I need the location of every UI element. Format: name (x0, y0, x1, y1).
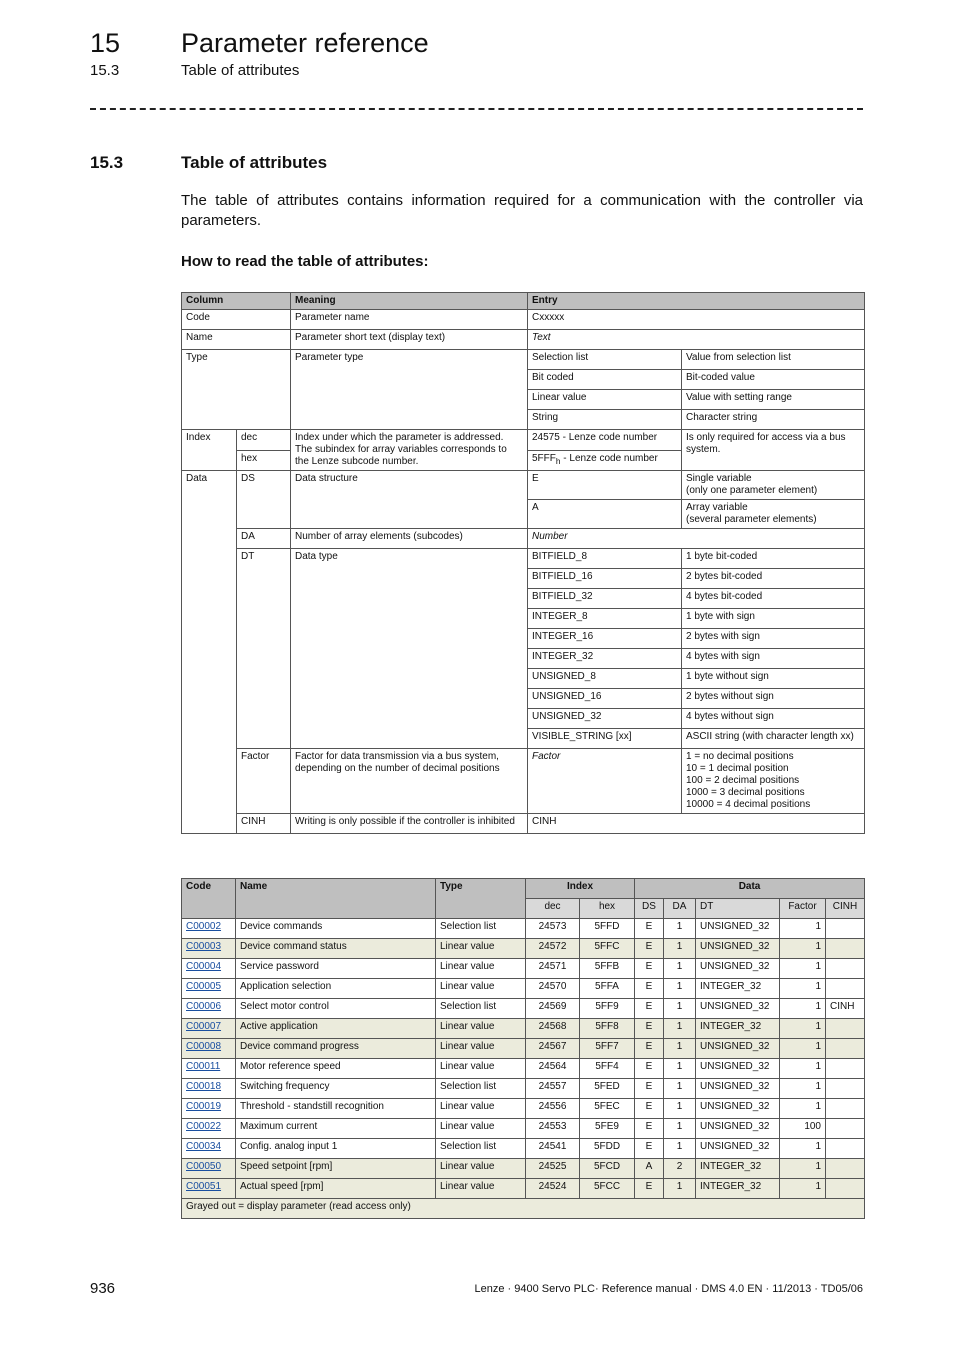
cell-dt: UNSIGNED_32 (696, 919, 780, 939)
cell-dec: 24556 (526, 1099, 580, 1119)
cell-ds: E (635, 1019, 664, 1039)
cell-ds: E (635, 1139, 664, 1159)
legend-cell: 2 bytes without sign (682, 689, 865, 709)
attr-header-data: Data (635, 879, 865, 899)
cell-hex: 5FF4 (580, 1059, 635, 1079)
legend-cell (682, 749, 865, 814)
attr-header-factor: Factor (780, 899, 826, 919)
footer-text: Lenze · 9400 Servo PLC· Reference manual · DMS 4.0 EN · 11/2013 · TD05/06 (474, 1283, 863, 1295)
cell-type: Linear value (436, 979, 526, 999)
legend-row-cinh (182, 814, 865, 834)
cell-name: Device command progress (236, 1039, 436, 1059)
code-link[interactable]: C00002 (186, 921, 222, 932)
legend-meaning-header: Meaning (291, 293, 528, 310)
cell-factor: 1 (780, 1079, 826, 1099)
cell-name: Application selection (236, 979, 436, 999)
legend-cell: UNSIGNED_16 (528, 689, 682, 709)
cell-hex: 5FFB (580, 959, 635, 979)
legend-row-index (182, 430, 865, 451)
cell-code (182, 919, 236, 939)
cell-ds: E (635, 1039, 664, 1059)
cell-code (182, 959, 236, 979)
attr-footnote-row (182, 1199, 865, 1219)
cell-hex: 5FFC (580, 939, 635, 959)
attr-header-row (182, 879, 865, 899)
cell-cinh (826, 1179, 865, 1199)
cell-factor: 1 (780, 959, 826, 979)
legend-cell: INTEGER_32 (528, 649, 682, 669)
table-row (182, 939, 865, 959)
cell-dec: 24568 (526, 1019, 580, 1039)
cell-name: Active application (236, 1019, 436, 1039)
attr-header-code: Code (182, 879, 236, 919)
legend-row-type (182, 350, 865, 370)
table-row (182, 1179, 865, 1199)
attr-header-cinh: CINH (826, 899, 865, 919)
legend-cell (682, 471, 865, 500)
legend-cell: Code (182, 310, 291, 330)
cell-name: Actual speed [rpm] (236, 1179, 436, 1199)
section-number: 15.3 (90, 153, 124, 172)
cell-hex: 5FFA (580, 979, 635, 999)
legend-cell: BITFIELD_8 (528, 549, 682, 569)
legend-cell: Number of array elements (subcodes) (291, 529, 528, 549)
cell-cinh: CINH (826, 999, 865, 1019)
legend-cell: 1 byte bit-coded (682, 549, 865, 569)
attr-header-ds: DS (635, 899, 664, 919)
legend-cell: BITFIELD_16 (528, 569, 682, 589)
cell-hex: 5FFD (580, 919, 635, 939)
table-row (182, 919, 865, 939)
cell-ds: E (635, 919, 664, 939)
legend-cell: A (528, 500, 682, 529)
cell-name: Device commands (236, 919, 436, 939)
cell-da: 1 (664, 1139, 696, 1159)
cell-da: 1 (664, 959, 696, 979)
cell-factor: 1 (780, 1139, 826, 1159)
cell-ds: E (635, 1079, 664, 1099)
cell-type: Selection list (436, 1139, 526, 1159)
legend-cell: 4 bytes with sign (682, 649, 865, 669)
attr-body (182, 919, 865, 1199)
cell-ds: E (635, 1119, 664, 1139)
cell-factor: 1 (780, 1179, 826, 1199)
cell-type: Linear value (436, 1099, 526, 1119)
cell-cinh (826, 1059, 865, 1079)
attr-header-type: Type (436, 879, 526, 919)
hex-value: 5FFF (532, 452, 556, 464)
chapter-title: Parameter reference (181, 28, 429, 58)
legend-cell: 2 bytes bit-coded (682, 569, 865, 589)
cell-factor: 1 (780, 919, 826, 939)
legend-cell: DS (237, 471, 291, 529)
cell-factor: 1 (780, 999, 826, 1019)
cell-factor: 100 (780, 1119, 826, 1139)
cell-code (182, 939, 236, 959)
cell-da: 2 (664, 1159, 696, 1179)
legend-cell: Index (182, 430, 237, 471)
cell-factor: 1 (780, 1059, 826, 1079)
legend-cell: Type (182, 350, 291, 430)
howto-heading: How to read the table of attributes: (181, 253, 429, 270)
legend-cell: Data structure (291, 471, 528, 529)
cell-cinh (826, 1039, 865, 1059)
legend-row-da (182, 529, 865, 549)
legend-cell: DT (237, 549, 291, 749)
legend-cell: Parameter type (291, 350, 528, 430)
attr-header-name: Name (236, 879, 436, 919)
cell-type: Selection list (436, 999, 526, 1019)
cell-da: 1 (664, 939, 696, 959)
cell-code (182, 999, 236, 1019)
cell-cinh (826, 919, 865, 939)
code-link[interactable]: C00008 (186, 1041, 222, 1052)
legend-cell: Factor (528, 749, 682, 814)
legend-cell: INTEGER_16 (528, 629, 682, 649)
legend-cell: Data type (291, 549, 528, 749)
legend-cell: hex (237, 450, 291, 471)
legend-cell: 1 byte with sign (682, 609, 865, 629)
cell-code (182, 1039, 236, 1059)
cell-name: Select motor control (236, 999, 436, 1019)
cell-name: Maximum current (236, 1119, 436, 1139)
cell-dt: UNSIGNED_32 (696, 959, 780, 979)
legend-cell: 4 bytes without sign (682, 709, 865, 729)
legend-cell: 1 byte without sign (682, 669, 865, 689)
legend-cell: 2 bytes with sign (682, 629, 865, 649)
cell-dt: UNSIGNED_32 (696, 1139, 780, 1159)
legend-cell: Factor (237, 749, 291, 814)
cell-factor: 1 (780, 1099, 826, 1119)
legend-row-code (182, 310, 865, 330)
legend-cell: UNSIGNED_32 (528, 709, 682, 729)
cell-da: 1 (664, 1059, 696, 1079)
legend-table (181, 292, 865, 834)
cell-dt: UNSIGNED_32 (696, 1059, 780, 1079)
cell-dec: 24572 (526, 939, 580, 959)
code-link[interactable]: C00050 (186, 1161, 222, 1172)
attr-footnote: Grayed out = display parameter (read access only) (182, 1199, 865, 1219)
legend-cell: Value with setting range (682, 390, 865, 410)
legend-cell: Number (528, 529, 865, 549)
legend-cell: Index under which the parameter is addressed. The subindex for array variables corresponds to the Lenze subcode number. (291, 430, 528, 471)
cell-ds: E (635, 999, 664, 1019)
cell-dec: 24524 (526, 1179, 580, 1199)
cell-cinh (826, 1099, 865, 1119)
cell-name: Service password (236, 959, 436, 979)
code-link[interactable]: C00007 (186, 1021, 222, 1032)
cell-factor: 1 (780, 939, 826, 959)
legend-cell: Parameter name (291, 310, 528, 330)
legend-cell (528, 450, 682, 471)
cell-dt: UNSIGNED_32 (696, 1099, 780, 1119)
cell-ds: E (635, 1179, 664, 1199)
cell-cinh (826, 1139, 865, 1159)
cell-cinh (826, 1079, 865, 1099)
code-link[interactable]: C00005 (186, 981, 222, 992)
code-link[interactable]: C00051 (186, 1181, 222, 1192)
legend-cell: Cxxxxx (528, 310, 865, 330)
cell-code (182, 1099, 236, 1119)
cell-dec: 24541 (526, 1139, 580, 1159)
cell-dt: INTEGER_32 (696, 979, 780, 999)
attr-header-da: DA (664, 899, 696, 919)
section-title: Table of attributes (181, 153, 328, 172)
cell-dt: INTEGER_32 (696, 1179, 780, 1199)
page-number: 936 (90, 1280, 116, 1297)
table-row (182, 959, 865, 979)
code-link[interactable]: C00034 (186, 1141, 222, 1152)
cell-name: Speed setpoint [rpm] (236, 1159, 436, 1179)
cell-dt: UNSIGNED_32 (696, 1079, 780, 1099)
legend-cell: Name (182, 330, 291, 350)
legend-row-name (182, 330, 865, 350)
cell-code (182, 979, 236, 999)
code-link[interactable]: C00018 (186, 1081, 222, 1092)
legend-cell: DA (237, 529, 291, 549)
cell-code (182, 1119, 236, 1139)
table-row (182, 1019, 865, 1039)
section-number-header: 15.3 (90, 62, 120, 79)
cell-cinh (826, 939, 865, 959)
legend-cell: Bit-coded value (682, 370, 865, 390)
legend-cell: Character string (682, 410, 865, 430)
cell-type: Linear value (436, 939, 526, 959)
legend-cell: 4 bytes bit-coded (682, 589, 865, 609)
legend-row-dt (182, 549, 865, 569)
attr-header-dt: DT (696, 899, 780, 919)
code-link[interactable]: C00006 (186, 1001, 222, 1012)
cell-factor: 1 (780, 1039, 826, 1059)
cell-type: Linear value (436, 1039, 526, 1059)
cell-dec: 24570 (526, 979, 580, 999)
cell-hex: 5FEC (580, 1099, 635, 1119)
cell-cinh (826, 1119, 865, 1139)
legend-cell: Selection list (528, 350, 682, 370)
line: 100 = 2 decimal positions (686, 775, 800, 786)
cell-dt: UNSIGNED_32 (696, 999, 780, 1019)
cell-dec: 24553 (526, 1119, 580, 1139)
cell-ds: E (635, 1099, 664, 1119)
cell-cinh (826, 1019, 865, 1039)
cell-cinh (826, 1159, 865, 1179)
legend-cell: Text (528, 330, 865, 350)
cell-ds: A (635, 1159, 664, 1179)
attr-header-dec: dec (526, 899, 580, 919)
section-title-header: Table of attributes (181, 62, 300, 79)
cell-name: Motor reference speed (236, 1059, 436, 1079)
legend-cell: Is only required for access via a bus system. (682, 430, 865, 471)
cell-dec: 24557 (526, 1079, 580, 1099)
line: 1000 = 3 decimal positions (686, 787, 805, 798)
cell-name: Config. analog input 1 (236, 1139, 436, 1159)
legend-cell: 24575 - Lenze code number (528, 430, 682, 451)
code-link[interactable]: C00004 (186, 961, 222, 972)
cell-cinh (826, 959, 865, 979)
legend-cell: Parameter short text (display text) (291, 330, 528, 350)
cell-da: 1 (664, 919, 696, 939)
cell-ds: E (635, 979, 664, 999)
table-row (182, 1139, 865, 1159)
line: (only one parameter element) (686, 485, 818, 496)
legend-cell: UNSIGNED_8 (528, 669, 682, 689)
cell-dt: UNSIGNED_32 (696, 939, 780, 959)
line: Single variable (686, 473, 752, 484)
cell-type: Linear value (436, 1059, 526, 1079)
cell-da: 1 (664, 999, 696, 1019)
cell-hex: 5FCC (580, 1179, 635, 1199)
cell-dt: INTEGER_32 (696, 1019, 780, 1039)
cell-dec: 24564 (526, 1059, 580, 1079)
legend-row-ds (182, 471, 865, 500)
legend-header-row (182, 293, 865, 310)
cell-type: Linear value (436, 1179, 526, 1199)
legend-cell: ASCII string (with character length xx) (682, 729, 865, 749)
table-row (182, 1039, 865, 1059)
cell-code (182, 1159, 236, 1179)
cell-type: Linear value (436, 1019, 526, 1039)
table-row (182, 979, 865, 999)
cell-factor: 1 (780, 1019, 826, 1039)
cell-da: 1 (664, 979, 696, 999)
legend-cell: Factor for data transmission via a bus system, depending on the number of decimal positions (291, 749, 528, 814)
cell-dec: 24525 (526, 1159, 580, 1179)
cell-code (182, 1019, 236, 1039)
hex-suffix: - Lenze code number (560, 452, 658, 464)
legend-cell: VISIBLE_STRING [xx] (528, 729, 682, 749)
cell-name: Switching frequency (236, 1079, 436, 1099)
line: 1 = no decimal positions (686, 751, 794, 762)
cell-da: 1 (664, 1119, 696, 1139)
cell-code (182, 1139, 236, 1159)
chapter-number: 15 (90, 28, 121, 58)
table-row (182, 1059, 865, 1079)
legend-cell: INTEGER_8 (528, 609, 682, 629)
legend-cell: CINH (237, 814, 291, 834)
cell-da: 1 (664, 1019, 696, 1039)
cell-hex: 5FF9 (580, 999, 635, 1019)
legend-cell: Value from selection list (682, 350, 865, 370)
cell-hex: 5FED (580, 1079, 635, 1099)
cell-hex: 5FCD (580, 1159, 635, 1179)
attributes-table (181, 878, 865, 1219)
cell-dec: 24571 (526, 959, 580, 979)
cell-code (182, 1179, 236, 1199)
cell-code (182, 1059, 236, 1079)
cell-type: Selection list (436, 919, 526, 939)
cell-hex: 5FE9 (580, 1119, 635, 1139)
line: 10 = 1 decimal position (686, 763, 789, 774)
legend-cell: Writing is only possible if the controller is inhibited (291, 814, 528, 834)
cell-name: Device command status (236, 939, 436, 959)
table-row (182, 999, 865, 1019)
code-link[interactable]: C00011 (186, 1061, 221, 1072)
cell-hex: 5FF7 (580, 1039, 635, 1059)
line: 10000 = 4 decimal positions (686, 799, 811, 810)
cell-ds: E (635, 1059, 664, 1079)
cell-type: Linear value (436, 1119, 526, 1139)
legend-cell: Bit coded (528, 370, 682, 390)
table-row (182, 1159, 865, 1179)
legend-entry-header: Entry (528, 293, 865, 310)
legend-row-factor (182, 749, 865, 814)
code-link[interactable]: C00022 (186, 1121, 222, 1132)
cell-hex: 5FDD (580, 1139, 635, 1159)
cell-factor: 1 (780, 1159, 826, 1179)
cell-type: Selection list (436, 1079, 526, 1099)
legend-cell: dec (237, 430, 291, 451)
cell-hex: 5FF8 (580, 1019, 635, 1039)
code-link[interactable]: C00003 (186, 941, 222, 952)
table-row (182, 1119, 865, 1139)
cell-dt: INTEGER_32 (696, 1159, 780, 1179)
legend-cell: E (528, 471, 682, 500)
table-row (182, 1079, 865, 1099)
cell-factor: 1 (780, 979, 826, 999)
cell-dt: UNSIGNED_32 (696, 1039, 780, 1059)
hex-subscript: h (555, 455, 561, 466)
cell-da: 1 (664, 1079, 696, 1099)
legend-cell: CINH (528, 814, 865, 834)
cell-ds: E (635, 939, 664, 959)
code-link[interactable]: C00019 (186, 1101, 222, 1112)
cell-type: Linear value (436, 959, 526, 979)
cell-dt: UNSIGNED_32 (696, 1119, 780, 1139)
legend-col-header: Column (182, 293, 291, 310)
cell-cinh (826, 979, 865, 999)
cell-da: 1 (664, 1179, 696, 1199)
cell-da: 1 (664, 1039, 696, 1059)
cell-type: Linear value (436, 1159, 526, 1179)
cell-dec: 24567 (526, 1039, 580, 1059)
attr-header-index: Index (526, 879, 635, 899)
legend-cell: Linear value (528, 390, 682, 410)
legend-cell: Data (182, 471, 237, 834)
cell-code (182, 1079, 236, 1099)
legend-cell: BITFIELD_32 (528, 589, 682, 609)
line: Array variable (686, 502, 748, 513)
line: (several parameter elements) (686, 514, 817, 525)
intro-paragraph: The table of attributes contains information required for a communication with the controller via parameters. (181, 192, 863, 229)
legend-cell: String (528, 410, 682, 430)
cell-name: Threshold - standstill recognition (236, 1099, 436, 1119)
legend-cell (682, 500, 865, 529)
header-divider (90, 108, 863, 110)
attr-header-hex: hex (580, 899, 635, 919)
cell-dec: 24569 (526, 999, 580, 1019)
table-row (182, 1099, 865, 1119)
cell-da: 1 (664, 1099, 696, 1119)
cell-ds: E (635, 959, 664, 979)
cell-dec: 24573 (526, 919, 580, 939)
